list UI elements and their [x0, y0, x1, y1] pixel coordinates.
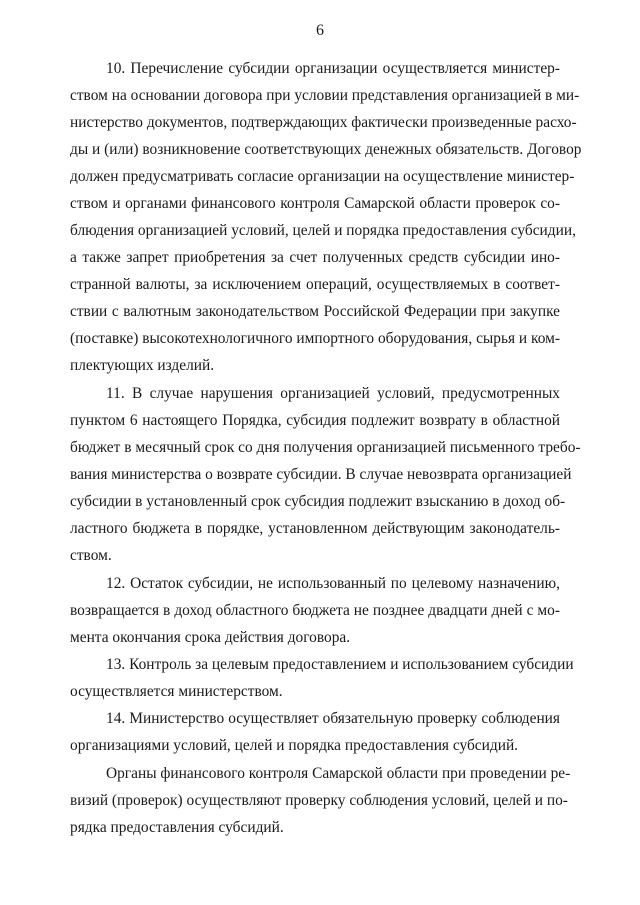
paragraph-11-line: субсидии в установленный срок субсидия подлежит взысканию в доход об-: [70, 493, 566, 510]
paragraph-10-line: странной валюты, за исключением операций, осуществляемых в соответ-: [70, 276, 560, 293]
paragraph-12-line: возвращается в доход областного бюджета не позднее двадцати дней с мо-: [70, 602, 560, 619]
paragraph-audit-line: визий (проверок) осуществляют проверку соблюдения условий, целей и по-: [70, 792, 568, 809]
paragraph-audit-line: Органы финансового контроля Самарской области при проведении ре-: [106, 765, 571, 782]
paragraph-13-line: осуществляется министерством.: [70, 683, 283, 700]
paragraph-10-line: плектующих изделий.: [70, 357, 215, 374]
paragraph-audit-line: рядка предоставления субсидий.: [70, 819, 284, 836]
paragraph-11-line: бюджет в месячный срок со дня получения организацией письменного требо-: [70, 439, 581, 456]
paragraph-10-line: ством на основании договора при условии представления организацией в ми-: [70, 87, 580, 104]
paragraph-10-line: (поставке) высокотехнологичного импортного оборудования, сырья и ком-: [70, 330, 560, 347]
paragraph-11-line: ством.: [70, 547, 112, 564]
paragraph-10-line: 10. Перечисление субсидии организации осуществляется министер-: [106, 60, 560, 77]
paragraph-10-line: нистерство документов, подтверждающих фактически произведенные расхо-: [70, 114, 577, 131]
paragraph-10-line: ством и органами финансового контроля Самарской области проверок со-: [70, 195, 560, 212]
paragraph-10-line: блюдения организацией условий, целей и порядка предоставления субсидии,: [70, 222, 576, 239]
paragraph-12-line: 12. Остаток субсидии, не использованный по целевому назначению,: [106, 575, 560, 592]
paragraph-11-line: 11. В случае нарушения организацией условий, предусмотренных: [106, 385, 560, 402]
paragraph-12-line: мента окончания срока действия договора.: [70, 629, 351, 646]
paragraph-14-line: организациями условий, целей и порядка предоставления субсидий.: [70, 737, 519, 754]
paragraph-10-line: а также запрет приобретения за счет полученных средств субсидии ино-: [70, 249, 560, 266]
paragraph-14-line: 14. Министерство осуществляет обязательную проверку соблюдения: [106, 710, 560, 727]
paragraph-11-line: ластного бюджета в порядке, установленном действующим законодатель-: [70, 520, 560, 537]
paragraph-11-line: вания министерства о возврате субсидии. В случае невозврата организацией: [70, 466, 572, 483]
page-number: 6: [316, 22, 324, 39]
paragraph-10-line: должен предусматривать согласие организации на осуществление министер-: [70, 168, 575, 185]
paragraph-10-line: ствии с валютным законодательством Российской Федерации при закупке: [70, 303, 560, 320]
paragraph-13-line: 13. Контроль за целевым предоставлением и использованием субсидии: [106, 656, 574, 673]
paragraph-11-line: пунктом 6 настоящего Порядка, субсидия подлежит возврату в областной: [70, 412, 560, 429]
paragraph-10-line: ды и (или) возникновение соответствующих денежных обязательств. Договор: [70, 141, 582, 158]
